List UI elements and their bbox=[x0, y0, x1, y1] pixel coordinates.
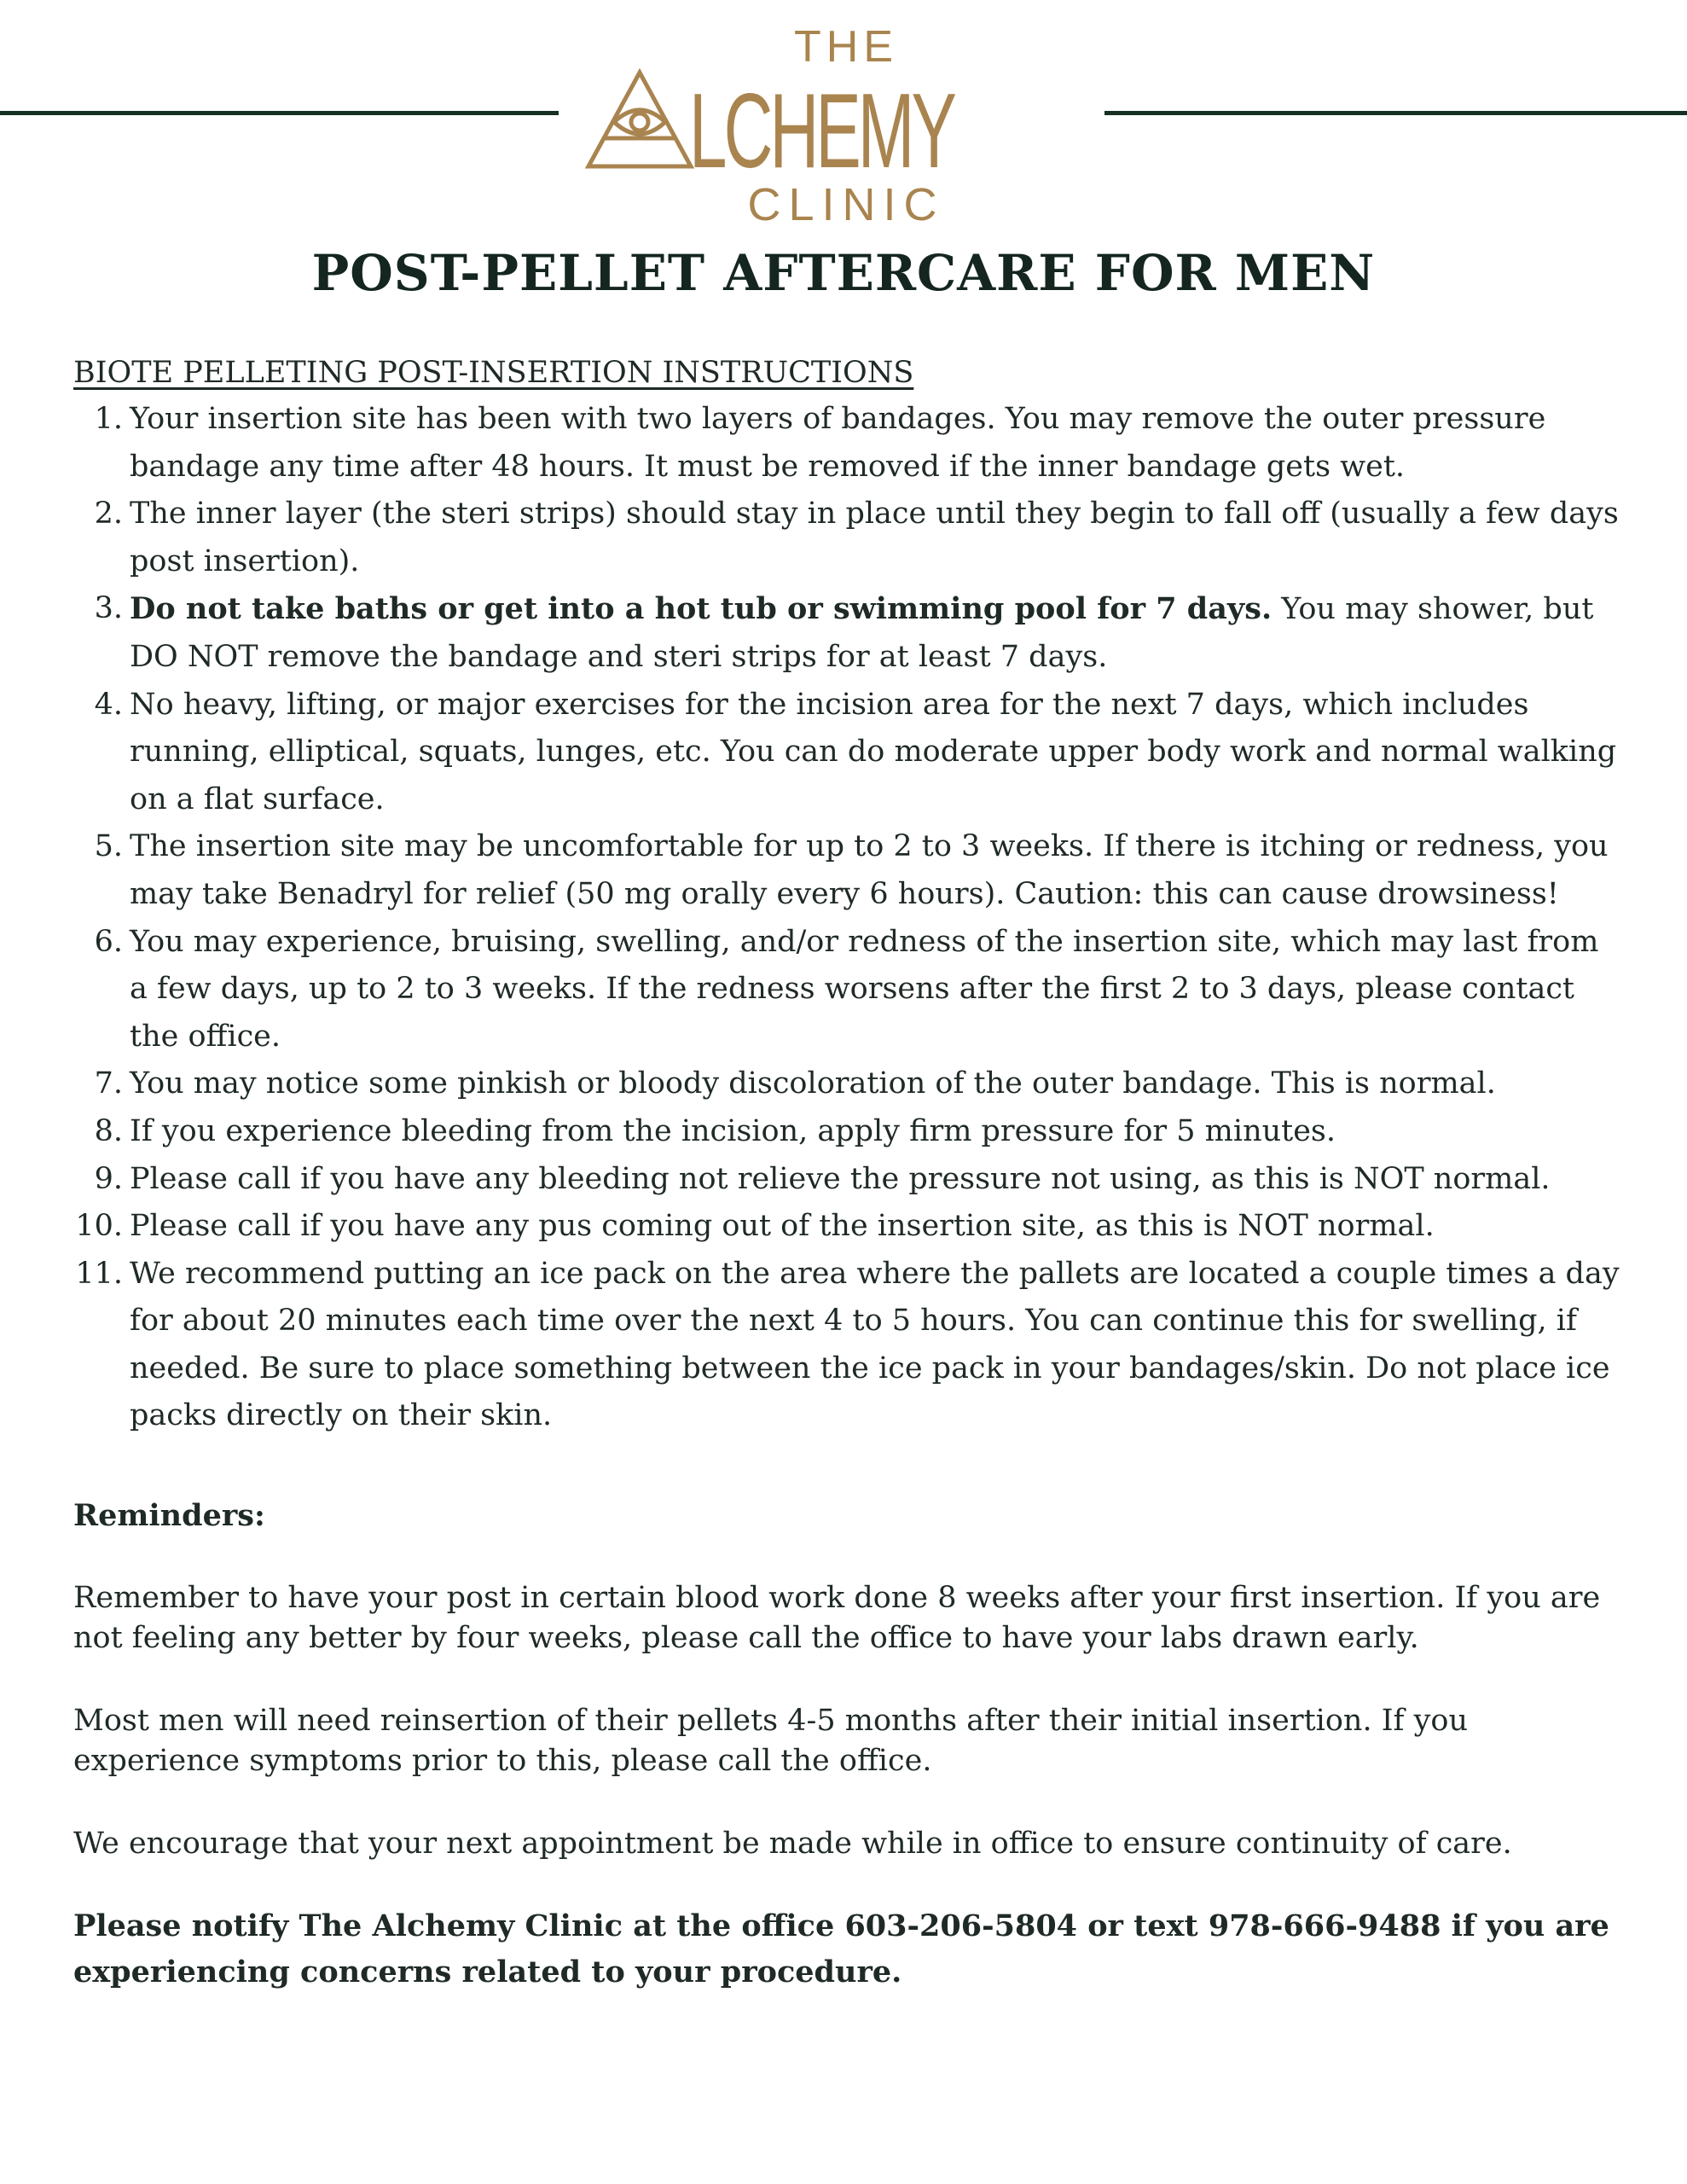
header-rule-left bbox=[0, 111, 559, 115]
list-item bbox=[73, 1060, 1626, 1108]
alchemy-clinic-logo bbox=[554, 9, 1109, 230]
item-text: You may experience, bruising, swelling, and/or redness of the insertion site, which may last from a few days, up to 2 to 3 weeks. If the redness worsens after the first 2 to 3 days, please contact the office. bbox=[130, 924, 1599, 1054]
item-text: Please call if you have any pus coming out of the insertion site, as this is NOT normal. bbox=[130, 1209, 1435, 1244]
contact-notice: Please notify The Alchemy Clinic at the office 603-206-5804 or text 978-666-9488 if you are experiencing concerns related to your procedure. bbox=[73, 1908, 1609, 1990]
item-number: 2. bbox=[94, 497, 123, 531]
list-item bbox=[73, 919, 1626, 1061]
document-body bbox=[73, 350, 1626, 1995]
item-bold-text: Do not take baths or get into a hot tub or swimming pool for 7 days. bbox=[130, 591, 1272, 627]
item-number: 7. bbox=[94, 1066, 123, 1101]
reminders-heading: Reminders: bbox=[73, 1498, 265, 1534]
item-text: The insertion site may be uncomfortable for up to 2 to 3 weeks. If there is itching or redness, you may take Benadryl for relief (50 mg orally every 6 hours). Caution: this can cause drowsiness! bbox=[130, 829, 1609, 911]
header-rule-right bbox=[1104, 111, 1687, 115]
reminder-paragraph-reinsertion: Most men will need reinsertion of their pellets 4-5 months after their initial insertion. If you experience symptoms prior to this, please call the office. bbox=[73, 1704, 1469, 1779]
list-item bbox=[73, 823, 1626, 918]
item-number: 5. bbox=[94, 829, 123, 864]
item-number: 11. bbox=[75, 1256, 123, 1291]
item-number: 8. bbox=[94, 1113, 123, 1148]
logo-bottom-text: CLINIC bbox=[747, 179, 945, 230]
logo-main-text: LCHEMY bbox=[689, 73, 956, 190]
item-number: 6. bbox=[94, 924, 123, 959]
item-text: You may shower, but DO NOT remove the bandage and steri strips for at least 7 days. bbox=[130, 592, 1594, 674]
logo-triangle-eye-icon bbox=[588, 73, 691, 166]
logo-top-text: THE bbox=[794, 22, 898, 72]
list-item bbox=[73, 1251, 1626, 1440]
item-number: 9. bbox=[94, 1161, 123, 1196]
item-text: You may notice some pinkish or bloody discoloration of the outer bandage. This is normal. bbox=[130, 1066, 1496, 1101]
page-header bbox=[0, 0, 1687, 239]
list-item bbox=[73, 1203, 1626, 1251]
reminder-paragraph-appointment: We encourage that your next appointment be made while in office to ensure continuity of care. bbox=[73, 1827, 1512, 1862]
item-text: The inner layer (the steri strips) should stay in place until they begin to fall off (usually a few days post insertion). bbox=[130, 497, 1619, 578]
list-item bbox=[73, 491, 1626, 585]
item-number: 1. bbox=[94, 402, 123, 436]
instructions-heading: BIOTE PELLETING POST-INSERTION INSTRUCTIONS bbox=[73, 356, 914, 390]
item-text: Please call if you have any bleeding not relieve the pressure not using, as this is NOT normal. bbox=[130, 1161, 1551, 1196]
item-text: Your insertion site has been with two layers of bandages. You may remove the outer pressure bandage any time after 48 hours. It must be removed if the inner bandage gets wet. bbox=[130, 402, 1546, 484]
reminder-paragraph-bloodwork: Remember to have your post in certain blood work done 8 weeks after your first insertion. If you are not feeling any better by four weeks, please call the office to have your labs drawn early. bbox=[73, 1581, 1601, 1656]
list-item bbox=[73, 585, 1626, 681]
list-item bbox=[73, 1108, 1626, 1156]
item-number: 4. bbox=[94, 687, 123, 722]
item-number: 10. bbox=[75, 1209, 123, 1244]
item-number: 3. bbox=[94, 591, 123, 626]
item-text: No heavy, lifting, or major exercises for the incision area for the next 7 days, which includes running, elliptical, squats, lunges, etc. You can do moderate upper body work and normal walking on a flat surface. bbox=[130, 687, 1617, 816]
list-item bbox=[73, 682, 1626, 824]
list-item bbox=[73, 1156, 1626, 1204]
list-item bbox=[73, 396, 1626, 491]
item-text: We recommend putting an ice pack on the area where the pallets are located a couple times a day for about 20 minutes each time over the next 4 to 5 hours. You can continue this for swelling, if needed. Be sure to place something between the ice pack in your bandages/skin. Do not place ice packs directly on their skin. bbox=[130, 1256, 1620, 1433]
page-title: POST-PELLET AFTERCARE FOR MEN bbox=[311, 244, 1376, 302]
item-text: If you experience bleeding from the incision, apply firm pressure for 5 minutes. bbox=[130, 1113, 1336, 1148]
instructions-list bbox=[73, 396, 1626, 1440]
